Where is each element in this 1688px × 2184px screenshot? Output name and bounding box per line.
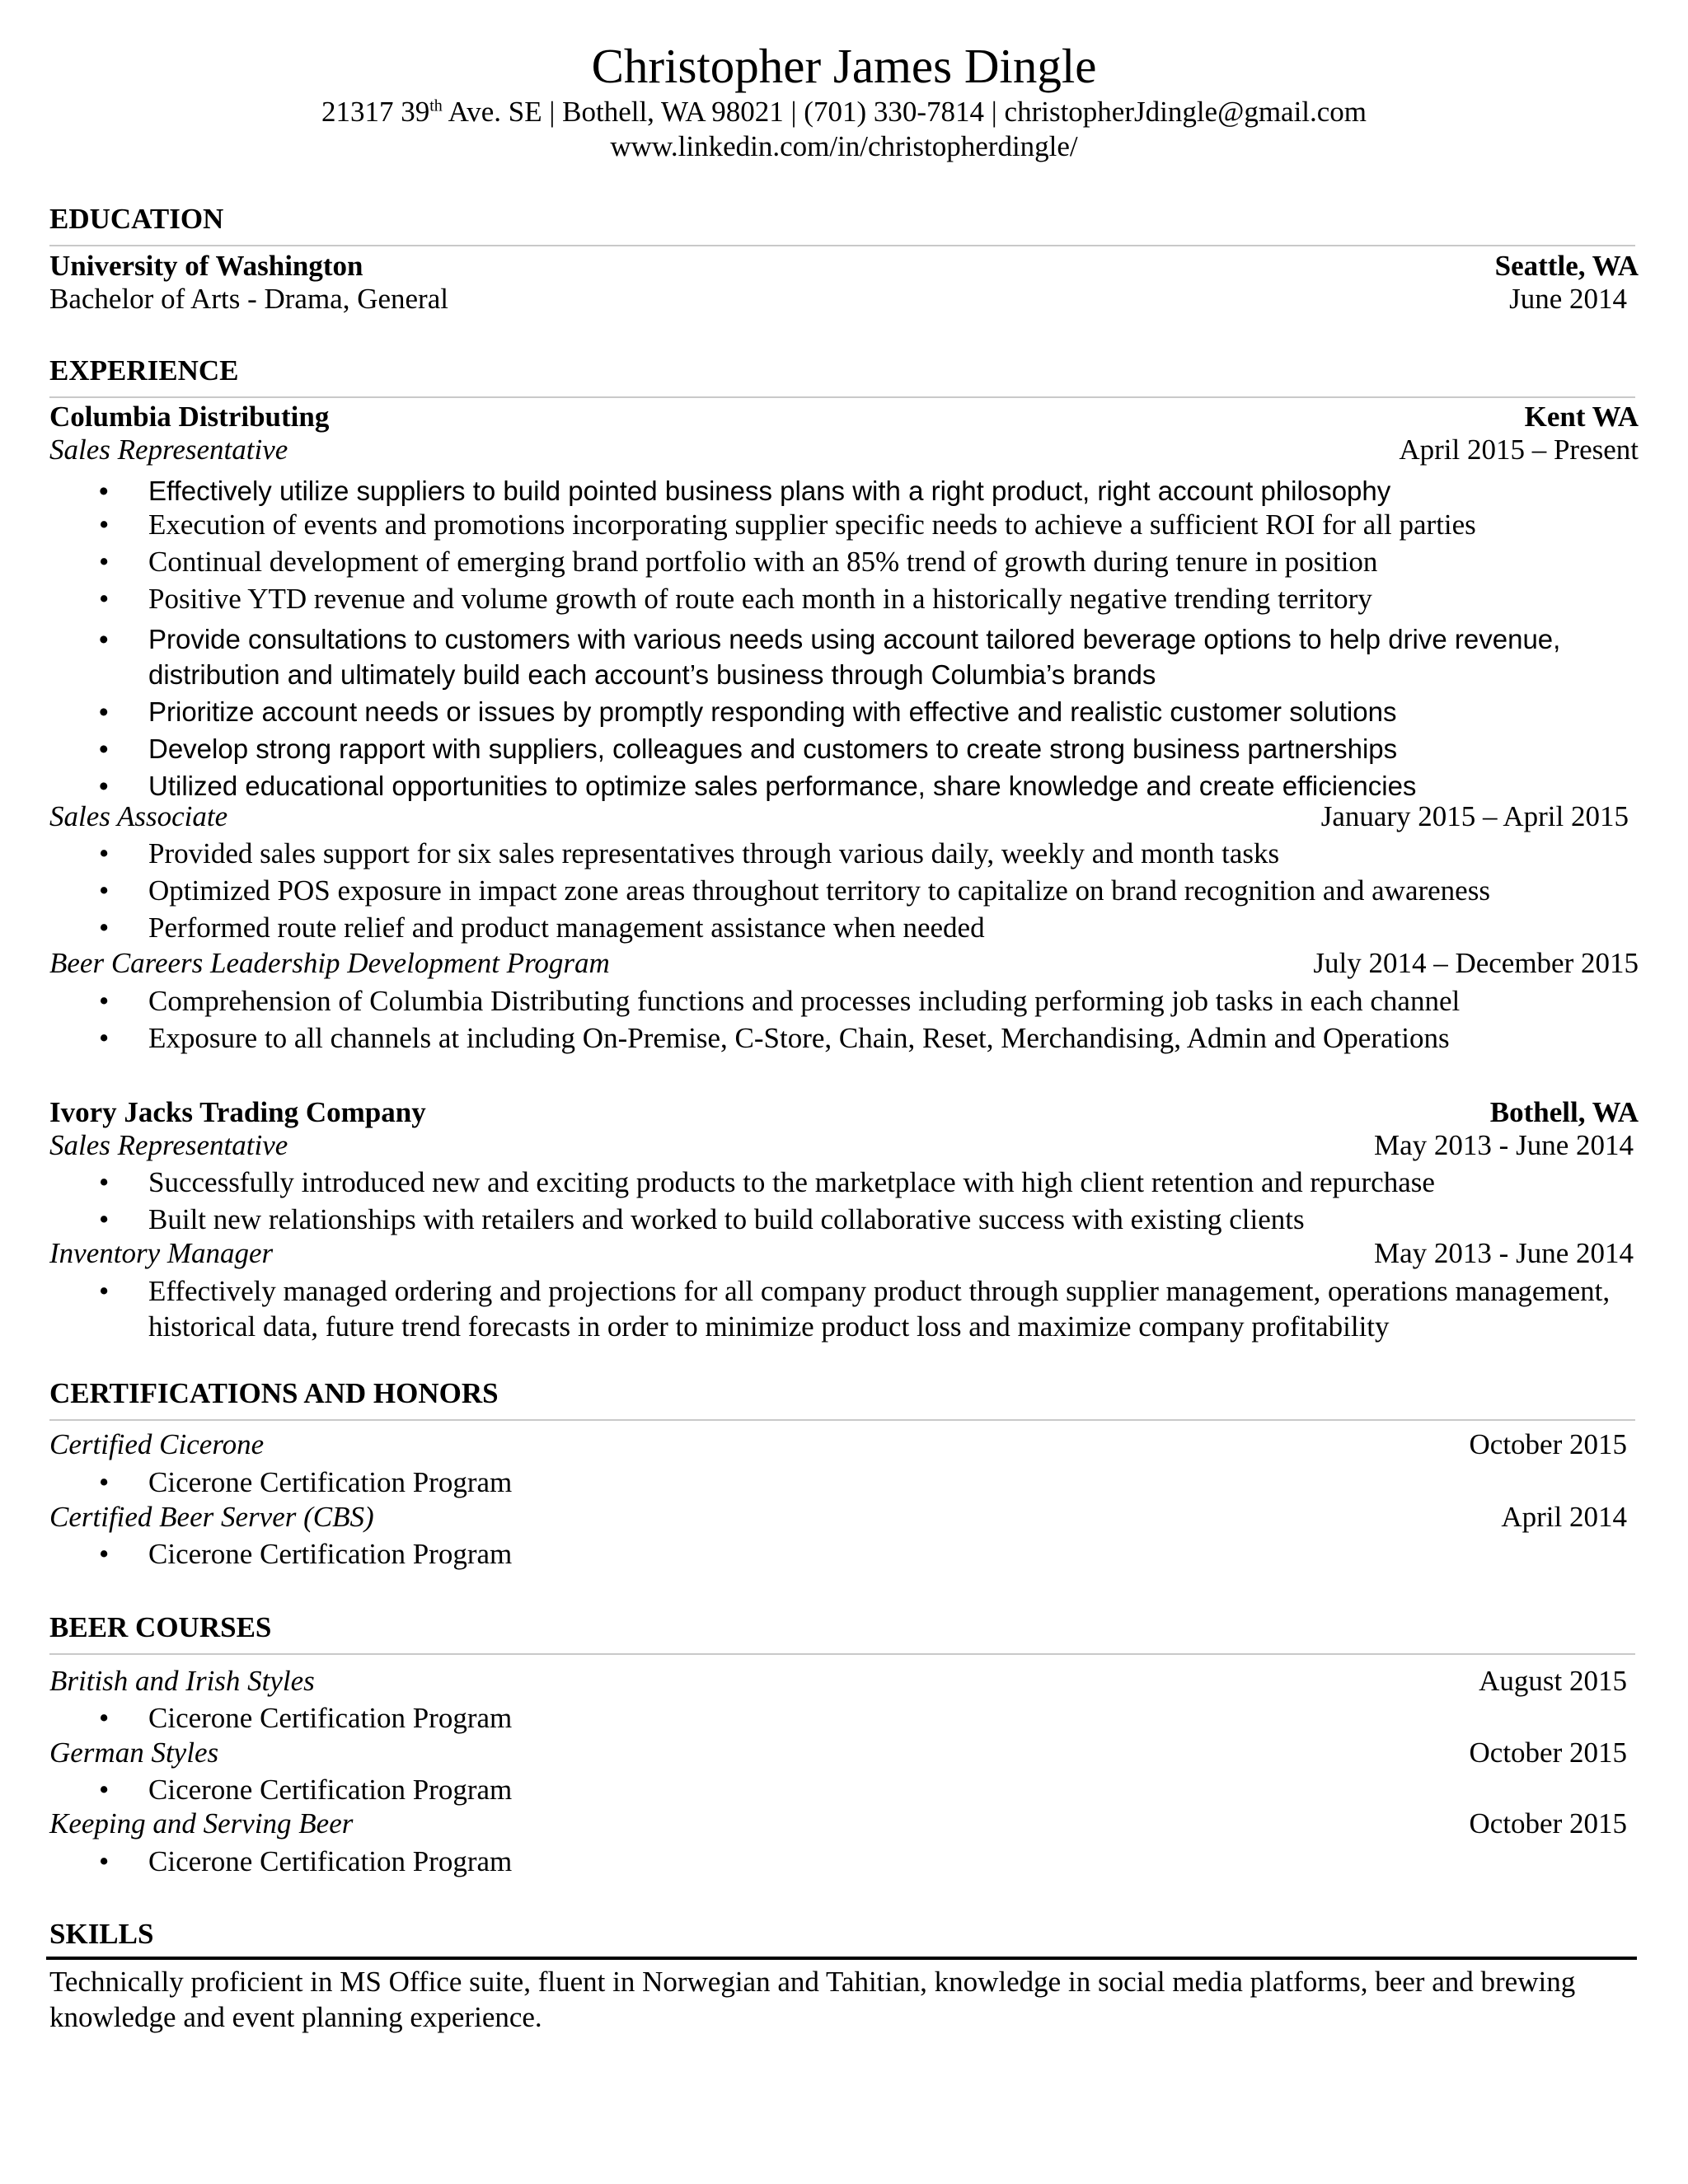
role-title: Beer Careers Leadership Development Program: [49, 947, 610, 979]
certification-title: Certified Cicerone: [49, 1428, 265, 1460]
skills-rule: [46, 1957, 1637, 1960]
address-suffix: th: [429, 96, 443, 115]
certification-date: October 2015: [1469, 1428, 1627, 1460]
bullet-glyph: •: [99, 476, 109, 506]
linkedin-url: www.linkedin.com/in/christopherdingle/: [610, 130, 1078, 162]
role-title: Inventory Manager: [49, 1237, 274, 1269]
bullet-glyph: •: [99, 837, 110, 869]
school-location: Seattle, WA: [1494, 250, 1639, 282]
course-row: [49, 1736, 1639, 1769]
course-row: [49, 1807, 1639, 1840]
bullet-glyph: •: [99, 771, 109, 801]
course-date: October 2015: [1469, 1736, 1627, 1769]
certification-row: [49, 1501, 1639, 1534]
resume-name: Christopher James Dingle: [591, 39, 1097, 93]
bullet-glyph: •: [99, 696, 109, 727]
bullet-glyph: •: [99, 1538, 110, 1570]
company-location: Kent WA: [1524, 401, 1639, 433]
company-row: [49, 401, 1639, 434]
bullet-glyph: •: [99, 1774, 110, 1806]
courses-rule: [49, 1653, 1635, 1655]
education-rule: [49, 245, 1635, 246]
role-date: April 2015 – Present: [1399, 434, 1639, 466]
bullet-glyph: •: [99, 1203, 110, 1235]
bullet-glyph: •: [99, 624, 109, 654]
bullet-glyph: •: [99, 733, 109, 764]
role-row: [49, 947, 1639, 980]
certification-date: April 2014: [1501, 1501, 1627, 1533]
course-title: Keeping and Serving Beer: [49, 1807, 354, 1840]
bullet-glyph: •: [99, 1275, 110, 1307]
course-title: German Styles: [49, 1736, 219, 1769]
role-row: [49, 434, 1639, 466]
bullet-glyph: •: [99, 1466, 110, 1498]
experience-rule: [49, 396, 1635, 398]
company-name: Columbia Distributing: [49, 401, 330, 433]
company-row: [49, 1096, 1639, 1129]
role-date: July 2014 – December 2015: [1313, 947, 1639, 979]
education-degree-row: [49, 283, 1639, 316]
bullet-glyph: •: [99, 509, 110, 541]
bullet-glyph: •: [99, 546, 110, 578]
certifications-rule: [49, 1419, 1635, 1421]
role-row: [49, 1129, 1639, 1162]
course-title: British and Irish Styles: [49, 1665, 315, 1697]
role-date: May 2013 - June 2014: [1374, 1237, 1634, 1269]
bullet-glyph: •: [99, 1702, 110, 1734]
address-number: 21317 39: [321, 96, 430, 128]
degree-date: June 2014: [1509, 283, 1627, 315]
bullet-glyph: •: [99, 1022, 110, 1054]
resume-page: Christopher James Dingle 21317 39th Ave. SE | Bothell, WA 98021 | (701) 330-7814 | christopherJdingle@gmail.com www.linkedin.com/in/christopherdingle/ EDUCATION University of Washington Seattle, WA Bachelor of Arts - Drama, General June 2014 EXPERIENCE Columbia Distributing Kent WA Sales Representative April 2015 – Present • Effectively utilize suppliers to build pointed business plans with a right product, right account philosophy • Execution of events and promotions incorporating supplier specific needs to achieve a sufficient ROI for all parties • Continual development of emerging brand portfolio with an 85% trend of growth during tenure in position • Positive YTD revenue and volume growth of route each month in a historically negative trending territory • Provide consultations to customers with various needs using account tailored beverage options to help drive revenue, distribution and ultimately build each account’s business through Columbia’s brands • Prioritize account needs or issues by promptly responding with effective and realistic customer solutions • Develop strong rapport with suppliers, colleagues and customers to create strong business partnerships • Utilized educational opportunities to optimize sales performance, share knowledge and create efficiencies Sales Associate January 2015 – April 2015 • Provided sales support for six sales representatives through various daily, weekly and month tasks • Optimized POS exposure in impact zone areas throughout territory to capitalize on brand recognition and awareness • Performed route relief and product management assistance when needed Beer Careers Leadership Development Program July 2014 – December 2015 • Comprehension of Columbia Distributing functions and processes including performing job tasks in each channel • Exposure to all channels at including On-Premise, C-Store, Chain, Reset, Merchandising, Admin and Operations Ivory Jacks Trading Company Bothell, WA Sales Representative May 2013 - June 2014 • Successfully introduced new and exciting products to the marketplace with high client retention and repurchase • Built new relationships with retailers and worked to build collaborative success with existing clients Inventory Manager May 2013 - June 2014 • Effectively managed ordering and projections for all company product through supplier management, operations management, historical data, future trend forecasts in order to minimize product loss and maximize company profitability CERTIFICATIONS AND HONORS Certified Cicerone October 2015 • Cicerone Certification Program Certified Beer Server (CBS) April 2014 • Cicerone Certification Program BEER COURSES British and Irish Styles August 2015 • Cicerone Certification Program German Styles October 2015 • Cicerone Certification Program Keeping and Serving Beer October 2015 • Cicerone Certification Program SKILLS Technically proficient in MS Office suite, fluent in Norwegian and Tahitian, knowledge in social media platforms, beer and brewing knowledge and event planning experience.: [0, 0, 1688, 2184]
bullet-glyph: •: [99, 583, 110, 615]
degree: Bachelor of Arts - Drama, General: [49, 283, 448, 315]
role-title: Sales Associate: [49, 800, 228, 832]
bullet-glyph: •: [99, 985, 110, 1017]
role-date: January 2015 – April 2015: [1320, 800, 1629, 832]
company-location: Bothell, WA: [1489, 1096, 1639, 1128]
course-date: October 2015: [1469, 1807, 1627, 1840]
course-date: August 2015: [1479, 1665, 1627, 1697]
education-school-row: [49, 250, 1639, 283]
role-title: Sales Representative: [49, 1129, 288, 1161]
role-row: [49, 1237, 1639, 1270]
skills-text: Technically proficient in MS Office suite, fluent in Norwegian and Tahitian, knowledge in social media platforms, beer and brewing knowledge and event planning experience.: [49, 1966, 1576, 2033]
certification-row: [49, 1428, 1639, 1461]
course-row: [49, 1665, 1639, 1698]
skills-heading: SKILLS: [49, 1918, 154, 1950]
role-date: May 2013 - June 2014: [1374, 1129, 1634, 1161]
experience-heading: EXPERIENCE: [49, 354, 239, 387]
school-name: University of Washington: [49, 250, 363, 282]
role-title: Sales Representative: [49, 434, 288, 466]
education-heading: EDUCATION: [49, 203, 224, 235]
bullet-glyph: •: [99, 912, 110, 944]
certifications-heading: CERTIFICATIONS AND HONORS: [49, 1377, 499, 1409]
role-row: [49, 800, 1639, 833]
bullet-glyph: •: [99, 874, 110, 907]
bullet-glyph: •: [99, 1166, 110, 1198]
contact-line: [0, 96, 1688, 129]
company-name: Ivory Jacks Trading Company: [49, 1096, 426, 1128]
certification-title: Certified Beer Server (CBS): [49, 1501, 374, 1533]
address-details: Ave. SE | Bothell, WA 98021 | (701) 330-7814 | christopherJdingle@gmail.com: [442, 96, 1367, 128]
bullet-glyph: •: [99, 1845, 110, 1877]
courses-heading: BEER COURSES: [49, 1611, 272, 1643]
